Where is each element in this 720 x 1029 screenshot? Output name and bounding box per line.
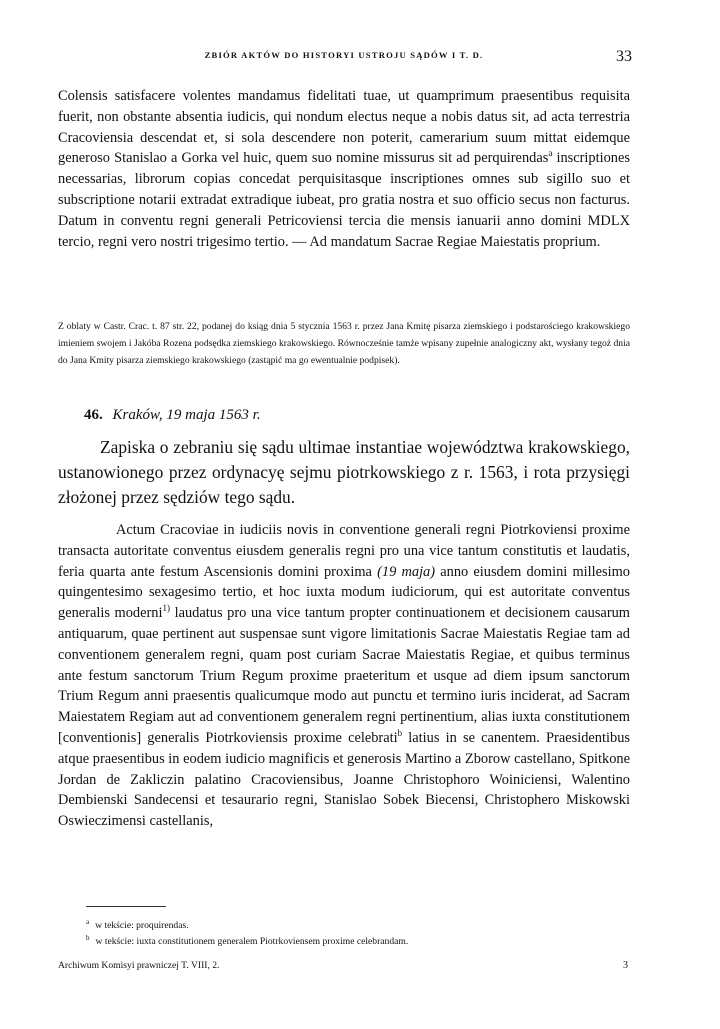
paragraph-text: Colensis satisfacere volentes mandamus fidelitati tuae, ut quamprimum praesentibus requisita fuerit, non obstante absentia iudicis, qui nondum electus neque a nobis datus sit, ad acta terrestria Cracoviensia descendat et, si sola descendere non poterit, camerarium suum mittat eidemque generoso Stanislao a Gorka vel huic, quem suo nomine missurus sit ad perquirendas <box>58 88 630 167</box>
footnotes <box>86 918 626 950</box>
footnote-mark: 1) <box>162 603 170 614</box>
document-heading <box>84 407 261 424</box>
document-regest <box>58 435 630 510</box>
footnote-text: w tekście: proquirendas. <box>95 920 189 931</box>
running-head: ZBIÓR AKTÓW DO HISTORYI USTROJU SĄDÓW I T. D. <box>204 50 484 60</box>
footer-sheet-number: 3 <box>623 960 628 971</box>
footer-signature: Archiwum Komisyi prawniczej T. VIII, 2. <box>58 960 220 971</box>
footnote <box>86 918 626 934</box>
footnote-mark: a <box>548 148 553 159</box>
regest-text: Zapiska o zebraniu się sądu ultimae instantiae województwa krakowskiego, ustanowionego przez ordynacyę sejmu piotrkowskiego z r. 1563, i rota przysięgi złożonej przez sędziów tego sądu. <box>58 437 630 507</box>
body-text: laudatus pro una vice tantum propter continuationem et decisionem causarum antiquarum, quae pertinent aut suspensae sunt vigore limitationis Sacrae Maiestatis Regiae tam ad conventionem generalem regni, quam post curiam Sacrae Maiestatis Regiae, et quibus terminus ante festum sanctorum Trium Regum proxime praeteritum et usque ad diem ipsum sanctorum Trium Regum anni praesentis qualicumque modo aut punctu et termino iuris inciderat, ad Sacram Maiestatem Regiam aut ad conventionem generalem regni pertinentium, alias iuxta constitutionem [conventionis] generalis Piotrkoviensis proxime celebrati <box>58 605 630 746</box>
body-text: latius in se canentem. Praesidentibus atque praesentibus in eodem iudicio magnificis et generosis Martino a Zborow castellano, Spitkone Jordan de Zakliczin palatino Cracoviensibus, Joanne Christophoro Woiniciensi, Walentino Dembienski Sandecensi et tesaurario regni, Stanislao Sobek Biecensi, Christophero Miskowski Oswieczimensi castellanis, <box>58 729 630 830</box>
footnote-mark: b <box>397 728 403 739</box>
source-note: Z oblaty w Castr. Crac. t. 87 str. 22, podanej do ksiąg dnia 5 stycznia 1563 r. przez Jana Kmitę pisarza ziemskiego i podstarościego krakowskiego imieniem swojem i Jakóba Rozena podsędka ziemskiego krakowskiego. Równocześnie tamże wpisany zupełnie analogiczny akt, wysłany tegoż dnia do Jana Kmity pisarza ziemskiego krakowskiego (zastąpić ma go ewentualnie podpisek). <box>58 321 630 366</box>
body-text: anno eiusdem domini millesimo quingentesimo sexagesimo tertio, et hoc iuxta modum iudiciorum, qui est autoritate conventus generalis moderni <box>58 563 631 622</box>
paragraph-continuation <box>58 86 630 252</box>
document-place-date: Kraków, 19 maja 1563 r. <box>112 407 261 423</box>
footnote <box>86 934 626 950</box>
footnote-rule <box>86 906 166 907</box>
paragraph-text: inscriptiones necessarias, librorum copias concedat perquisitasque inscriptiones omnes sub sigillo suo et subscriptione notarii extradat extradique iubeat, pro gratia nostra et suo officio secus non facturus. Datum in conventu regni generali Petricoviensi tercia die mensis ianuarii anno domini MDLX tercio, regni vero nostri trigesimo tertio. — Ad mandatum Sacrae Regiae Maiestatis proprium. <box>58 150 630 250</box>
footnote-text: w tekście: iuxta constitutionem generalem Piotrkoviensem proxime celebrandam. <box>95 936 409 947</box>
footnote-mark: a <box>86 917 90 926</box>
body-text: Actum Cracoviae in iudiciis novis in conventione generali regni Piotrkoviensi proxime transacta autoritate conventus eiusdem generalis regni pro una vice tantum constitutis et laudatis, feria quarta ante festum Ascensionis domini proxima <box>58 522 630 580</box>
page-number: 33 <box>616 48 632 65</box>
document-body <box>58 520 630 832</box>
document-number: 46. <box>84 407 103 423</box>
date-italic: (19 maja) <box>377 563 436 580</box>
footnote-mark: b <box>86 933 90 942</box>
